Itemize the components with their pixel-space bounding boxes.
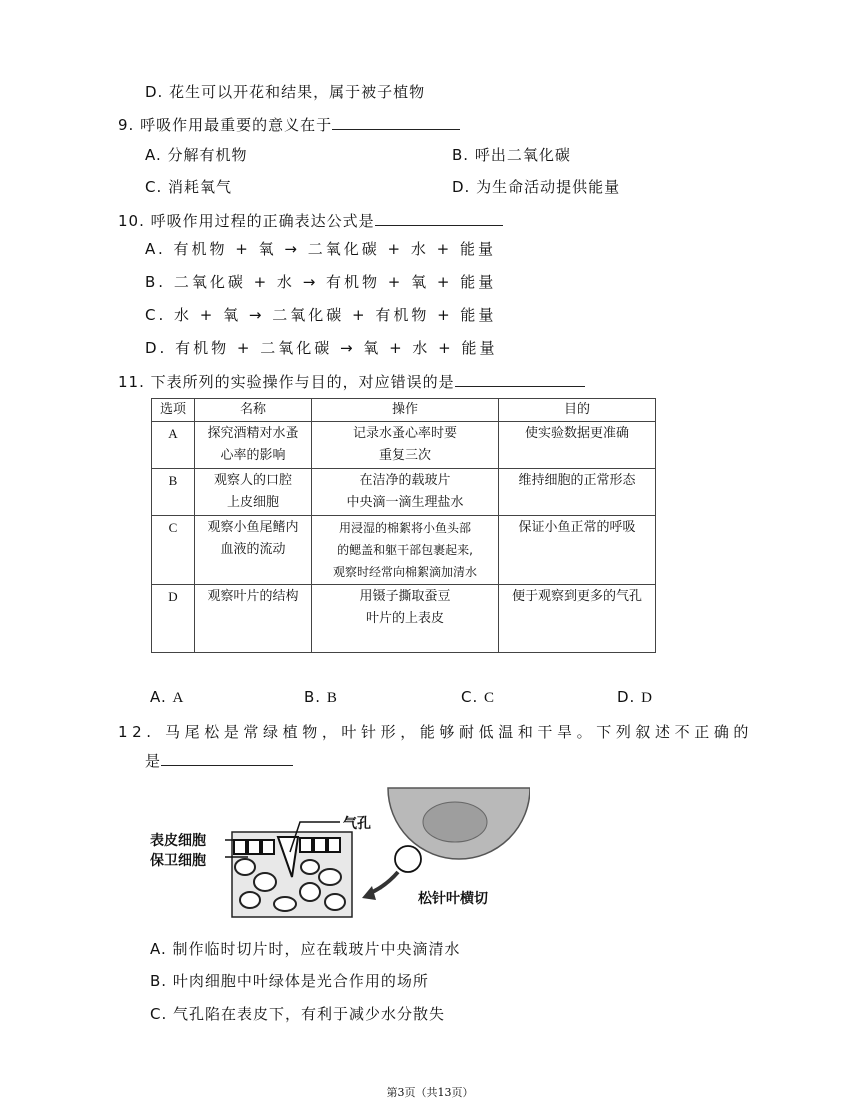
row-purpose: 保证小鱼正常的呼吸 — [499, 516, 656, 585]
cell-line: 心率的影响 — [220, 448, 286, 463]
row-name — [195, 469, 312, 516]
cell-line: 观察时经常向棉絮滴加清水 — [332, 565, 477, 579]
option-letter: D. — [617, 688, 636, 706]
q11-answer-blank[interactable] — [455, 372, 585, 387]
stoma-magnify-circle — [395, 846, 421, 872]
row-purpose: 便于观察到更多的气孔 — [499, 585, 656, 653]
table-row — [152, 469, 656, 516]
q12-stem-line1: 12. 马尾松是常绿植物，叶针形，能够耐低温和干旱。下列叙述不正确的 — [118, 723, 754, 741]
header-option: 选项 — [152, 399, 195, 422]
row-purpose: 维持细胞的正常形态 — [499, 469, 656, 516]
q12-option-a: A. 制作临时切片时，应在载玻片中央滴清水 — [150, 940, 461, 958]
cell-line: 观察人的口腔 — [213, 473, 292, 488]
arrow-head-icon — [362, 886, 376, 900]
cell-line: 探究酒精对水蚤 — [207, 426, 299, 441]
row-operation — [312, 469, 499, 516]
cell-line: 的鳃盖和躯干部包裹起来, — [337, 543, 473, 557]
q10-option-c: C. 水 + 氧 → 二氧化碳 + 有机物 + 能量 — [145, 306, 497, 324]
label-stoma: 气孔 — [343, 816, 371, 832]
option-value: B — [326, 690, 338, 706]
q11-option-a — [150, 688, 184, 707]
cell-line: 血液的流动 — [220, 542, 286, 557]
header-name: 名称 — [195, 399, 312, 422]
q10-stem — [118, 210, 503, 231]
cell-line: 观察小鱼尾鳍内 — [207, 520, 299, 535]
cell-line: 在洁净的载玻片 — [359, 473, 451, 488]
q9-stem-text: 9. 呼吸作用最重要的意义在于 — [118, 116, 333, 134]
option-value: C — [484, 690, 496, 706]
row-option: B — [152, 469, 195, 516]
vascular-bundle — [423, 802, 487, 842]
q12-option-b: B. 叶肉细胞中叶绿体是光合作用的场所 — [150, 972, 429, 990]
pine-needle-figure — [150, 782, 530, 922]
q11-stem — [118, 371, 585, 392]
cell-line: 中央滴一滴生理盐水 — [346, 495, 464, 510]
q11-option-c — [461, 688, 495, 707]
table-header-row — [152, 399, 656, 422]
header-operation: 操作 — [312, 399, 499, 422]
option-letter: C. — [461, 688, 479, 706]
option-value: A — [172, 690, 185, 706]
cell-line: 记录水蚤心率时要 — [352, 426, 457, 441]
q12-answer-blank[interactable] — [161, 751, 293, 766]
q11-option-b — [304, 688, 338, 707]
row-purpose: 使实验数据更准确 — [499, 422, 656, 469]
option-letter: B. — [304, 688, 322, 706]
table-row — [152, 516, 656, 585]
label-cross-section: 松针叶横切 — [418, 891, 488, 907]
label-guard-cell: 保卫细胞 — [150, 853, 206, 869]
row-option: C — [152, 516, 195, 585]
q9-stem — [118, 114, 460, 135]
q9-option-c: C. 消耗氧气 — [145, 178, 233, 196]
q10-option-a: A. 有机物 + 氧 → 二氧化碳 + 水 + 能量 — [145, 240, 496, 258]
q10-answer-blank[interactable] — [375, 211, 503, 226]
q10-option-d: D. 有机物 + 二氧化碳 → 氧 + 水 + 能量 — [145, 339, 498, 357]
table-row — [152, 585, 656, 653]
q9-option-d: D. 为生命活动提供能量 — [452, 178, 621, 196]
q10-stem-text: 10. 呼吸作用过程的正确表达公式是 — [118, 212, 375, 230]
cell-line: 重复三次 — [378, 448, 431, 463]
q12-stem-line2 — [145, 750, 293, 771]
cell-line: 观察叶片的结构 — [207, 589, 299, 604]
experiment-table — [151, 398, 656, 653]
q11-stem-text: 11. 下表所列的实验操作与目的，对应错误的是 — [118, 373, 455, 391]
q10-option-b: B. 二氧化碳 + 水 → 有机物 + 氧 + 能量 — [145, 273, 497, 291]
q12-option-c: C. 气孔陷在表皮下，有利于减少水分散失 — [150, 1005, 446, 1023]
row-option: A — [152, 422, 195, 469]
label-epidermis: 表皮细胞 — [150, 833, 206, 849]
cell-line: 用浸湿的棉絮将小鱼头部 — [338, 521, 471, 535]
q9-answer-blank[interactable] — [332, 115, 460, 130]
option-letter: A. — [150, 688, 167, 706]
row-name — [195, 516, 312, 585]
header-purpose: 目的 — [499, 399, 656, 422]
cell-line: 上皮细胞 — [226, 495, 279, 510]
q9-option-b: B. 呼出二氧化碳 — [452, 146, 571, 164]
row-option: D — [152, 585, 195, 653]
q12-stem-text: 是 — [145, 752, 162, 770]
q9-option-a: A. 分解有机物 — [145, 146, 248, 164]
cell-line: 用镊子撕取蚕豆 — [359, 589, 451, 604]
row-operation — [312, 516, 499, 585]
row-operation — [312, 585, 499, 653]
row-operation — [312, 422, 499, 469]
row-name — [195, 585, 312, 653]
option-value: D — [641, 690, 653, 706]
table-row — [152, 422, 656, 469]
cell-line: 叶片的上表皮 — [365, 611, 444, 626]
row-name — [195, 422, 312, 469]
q8-option-d: D. 花生可以开花和结果，属于被子植物 — [145, 83, 426, 101]
q11-option-d — [617, 688, 653, 707]
page-footer: 第3页（共13页） — [386, 1086, 474, 1099]
